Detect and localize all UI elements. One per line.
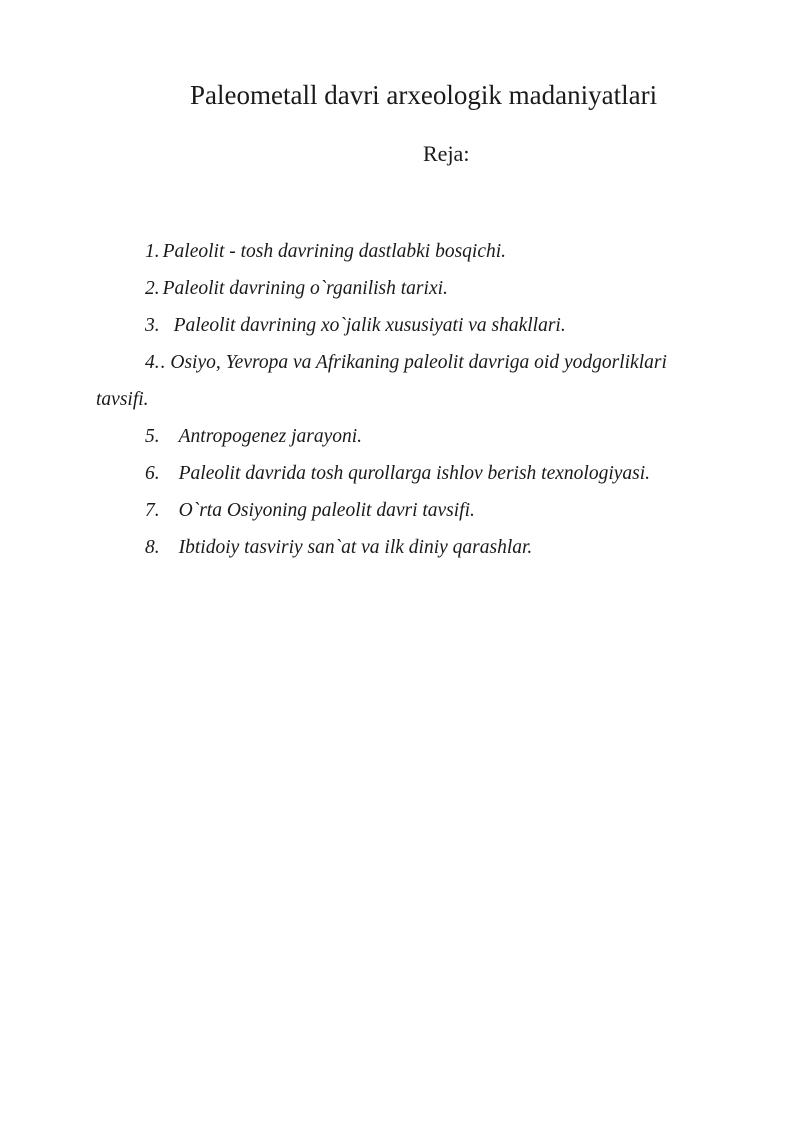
plan-item-8 [145, 529, 532, 566]
plan-item-1 [145, 233, 506, 270]
plan-item-2 [145, 270, 448, 307]
plan-item-3 [145, 307, 566, 344]
plan-item-number: 2. [145, 278, 160, 299]
plan-item-number: 6. [145, 463, 160, 484]
plan-item-number: 4. [145, 352, 160, 373]
plan-item-text: Ibtidoiy tasviriy san`at va ilk diniy qarashlar. [178, 537, 533, 558]
plan-item-text: Paleolit davrining o`rganilish tarixi. [162, 278, 448, 299]
plan-item-number: 1. [145, 241, 160, 262]
plan-item-4-continuation: tavsifi. [96, 389, 149, 410]
plan-item-number: 3. [145, 315, 160, 336]
plan-heading: Reja: [423, 141, 470, 166]
plan-item-5 [145, 418, 362, 455]
document-title: Paleometall davri arxeologik madaniyatlari [190, 80, 658, 110]
plan-item-text: Antropogenez jarayoni. [178, 426, 363, 447]
plan-item-text: Paleolit davrida tosh qurollarga ishlov berish texnologiyasi. [178, 463, 651, 484]
plan-item-6 [145, 455, 650, 492]
plan-item-text: Paleolit - tosh davrining dastlabki bosqichi. [162, 241, 507, 262]
plan-item-7 [145, 492, 475, 529]
plan-item-text: . Osiyo, Yevropa va Afrikaning paleolit davriga oid yodgorliklari [160, 352, 667, 373]
plan-item-4 [145, 344, 667, 381]
plan-item-number: 8. [145, 537, 160, 558]
plan-item-text: Paleolit davrining xo`jalik xususiyati va shakllari. [173, 315, 566, 336]
plan-item-text: O`rta Osiyoning paleolit davri tavsifi. [178, 500, 475, 521]
plan-item-number: 7. [145, 500, 160, 521]
plan-item-number: 5. [145, 426, 160, 447]
